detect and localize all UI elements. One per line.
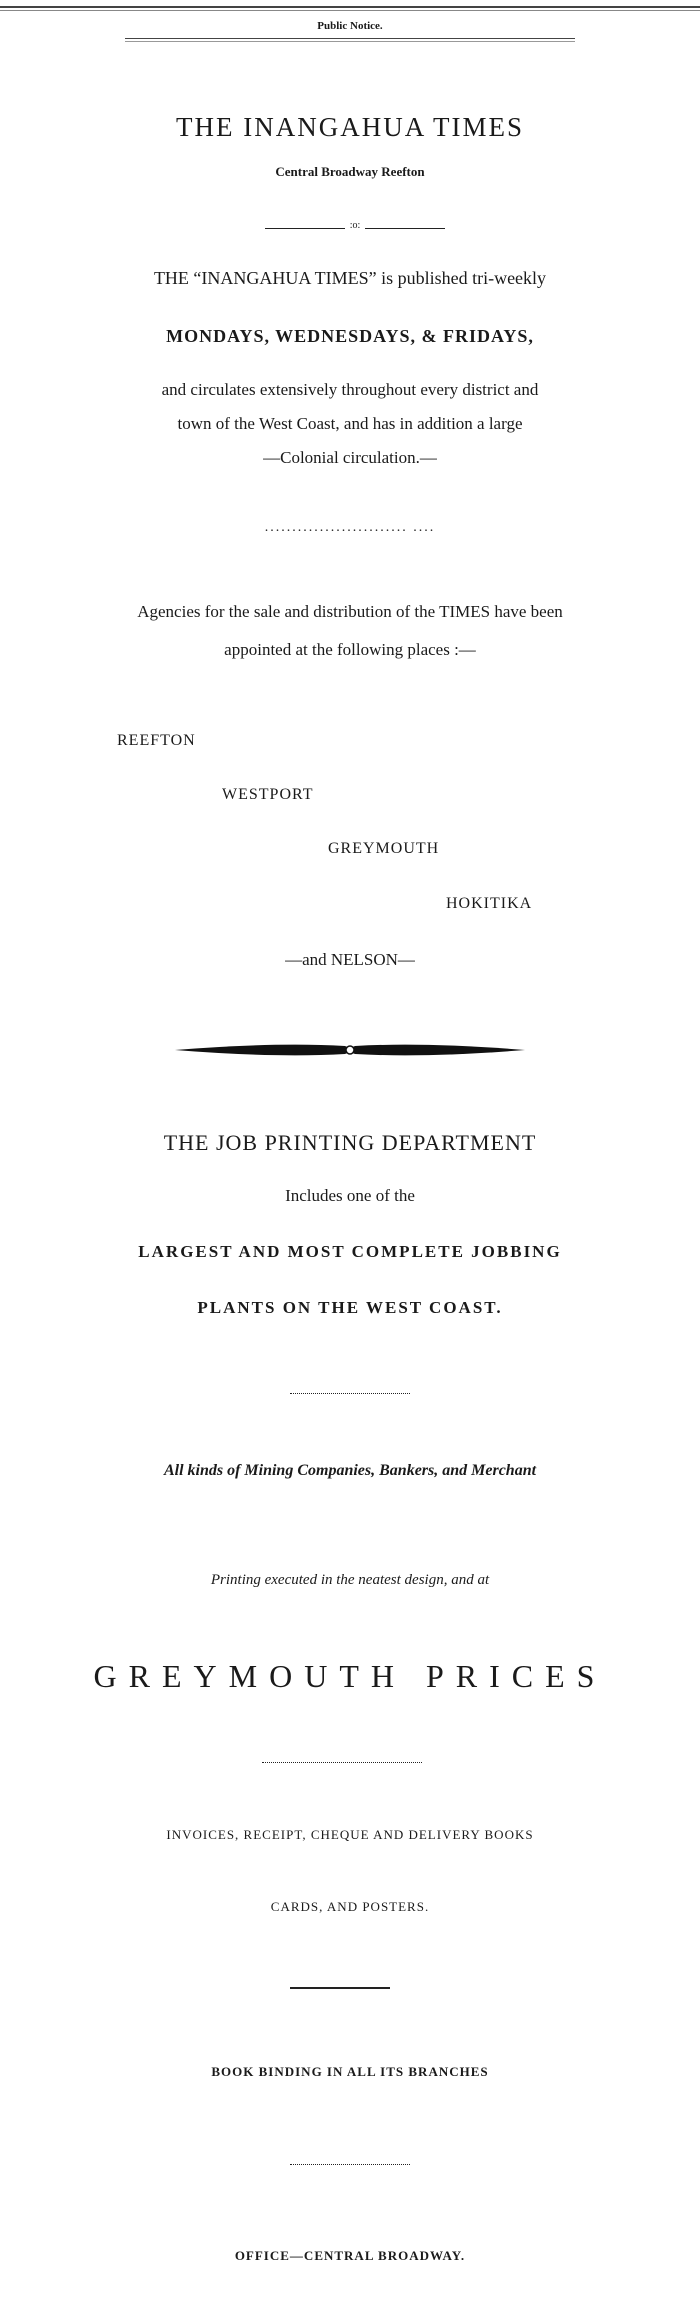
agency-reefton: REEFTON [117, 732, 196, 749]
masthead-divider [265, 220, 445, 236]
job-printing-includes: Includes one of the [285, 1186, 415, 1205]
top-rule-thin [0, 10, 700, 11]
short-rule [290, 1987, 390, 1989]
publication-line-1: THE “INANGAHUA TIMES” is published tri-weekly [153, 268, 547, 288]
agency-westport: WESTPORT [222, 786, 314, 803]
greymouth-prices: GREYMOUTH PRICES [93, 1658, 607, 1694]
agencies-intro-2: appointed at the following places :— [224, 640, 476, 659]
book-binding-line: BOOK BINDING IN ALL ITS BRANCHES [211, 2064, 489, 2079]
wavy-rule-3 [290, 2164, 410, 2165]
agencies-intro-1: Agencies for the sale and distribution of the TIMES have been [137, 602, 563, 621]
publication-days: MONDAYS, WEDNESDAYS, & FRIDAYS, [166, 326, 534, 346]
wavy-rule-1 [290, 1393, 410, 1394]
agency-greymouth: GREYMOUTH [328, 840, 440, 857]
cards-posters-line: CARDS, AND POSTERS. [270, 1899, 430, 1914]
job-printing-largest: LARGEST AND MOST COMPLETE JOBBING [138, 1242, 562, 1261]
masthead-address: Central Broadway Reefton [275, 164, 425, 179]
public-notice-header: Public Notice. [317, 20, 383, 32]
all-kinds-line: All kinds of Mining Companies, Bankers, and Merchant [163, 1462, 537, 1479]
dotted-divider: .......................... .... [264, 520, 436, 535]
job-printing-plants: PLANTS ON THE WEST COAST. [197, 1298, 503, 1317]
top-rule [0, 6, 700, 8]
publication-line-3: and circulates extensively throughout every district and [161, 380, 539, 399]
printing-executed-line: Printing executed in the neatest design, and at [210, 1572, 490, 1588]
ornamental-rule [175, 1038, 525, 1062]
masthead-title: THE INANGAHUA TIMES [176, 112, 524, 142]
agency-hokitika: HOKITIKA [446, 895, 533, 912]
invoices-line: INVOICES, RECEIPT, CHEQUE AND DELIVERY BOOKS [166, 1827, 534, 1842]
publication-line-5: —Colonial circulation.— [263, 448, 437, 467]
divider-ornament: :o: [349, 220, 361, 231]
publication-line-4: town of the West Coast, and has in addition a large [177, 414, 523, 433]
job-printing-heading: THE JOB PRINTING DEPARTMENT [163, 1130, 537, 1155]
header-rule [125, 38, 575, 39]
wavy-rule-2 [262, 1762, 422, 1763]
header-rule-thin [125, 41, 575, 42]
agency-nelson: —and NELSON— [285, 950, 415, 969]
office-line: OFFICE—CENTRAL BROADWAY. [234, 2248, 466, 2263]
